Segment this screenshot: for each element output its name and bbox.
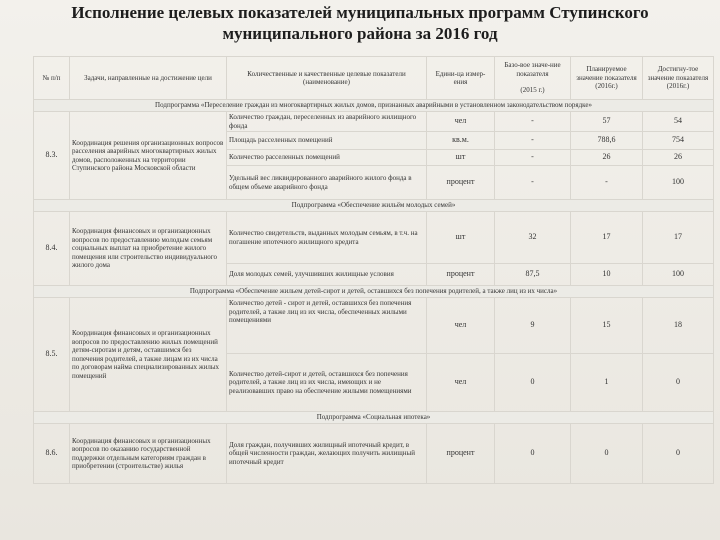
header-row [34,57,714,100]
indicator-cell: Доля молодых семей, улучшивших жилищные условия [227,264,427,286]
title-line-2: муниципального района за 2016 год [222,24,498,43]
section-8-5 [34,286,714,412]
indicator-cell: Количество расселенных помещений [227,150,427,166]
indicator-cell: Площадь расселенных помещений [227,132,427,150]
subprogram-title: Подпрограмма «Обеспечение жильем детей-сирот и детей, оставшихся без попечения родителей, а также лиц из их числа» [34,286,714,298]
unit-cell: процент [427,166,495,200]
indicator-cell: Количество детей - сирот и детей, оставшихся без попечения родителей, а также лиц из их числа, обеспеченных жилыми помещениями [227,298,427,354]
header-base-label: Базо-вое значе-ние показателя [504,61,561,78]
header-unit: Едини-ца измер-ения [427,57,495,100]
table-row [34,212,714,264]
achieved-value-cell: 0 [643,424,714,484]
indicator-cell: Количество детей-сирот и детей, оставшихся без попечения родителей, а также лиц из их числа, имеющих и не реализовавших право на обеспечение жилыми помещениями [227,354,427,412]
row-number: 8.6. [34,424,70,484]
unit-cell: чел [427,112,495,132]
task-cell: Координация финансовых и организационных вопросов по предоставлению жилых помещений детям-сиротам и детям, оставшимся без попечения родителей, а также лицам из их числа по договорам найма специализированных жилых помещений [70,298,227,412]
planned-value-cell: 1 [571,354,643,412]
title-line-1: Исполнение целевых показателей муниципальных программ Ступинского [71,3,649,22]
base-value-cell: 0 [495,354,571,412]
achieved-value-cell: 100 [643,166,714,200]
base-value-cell: - [495,166,571,200]
unit-cell: процент [427,424,495,484]
task-cell: Координация финансовых и организационных вопросов по оказанию государственной поддержки отдельным категориям граждан в приобретении (строительстве) жилья [70,424,227,484]
unit-cell: шт [427,150,495,166]
subprogram-title: Подпрограмма «Переселение граждан из многоквартирных жилых домов, признанных аварийными в установленном законодательством порядке» [34,100,714,112]
achieved-value-cell: 54 [643,112,714,132]
subprogram-row [34,100,714,112]
header-achieved: Достигну-тое значение показателя (2016г.) [643,57,714,100]
unit-cell: чел [427,354,495,412]
indicator-cell: Количество свидетельств, выданных молодым семьям, в т.ч. на погашение ипотечного жилищного кредита [227,212,427,264]
planned-value-cell: 15 [571,298,643,354]
header-planned: Планируемое значение показателя (2016г.) [571,57,643,100]
indicator-cell: Доля граждан, получивших жилищный ипотечный кредит, в общей численности граждан, желающих получить жилищный ипотечный кредит [227,424,427,484]
base-value-cell: - [495,132,571,150]
header-base [495,57,571,100]
indicator-cell: Количество граждан, переселенных из аварийного жилищного фонда [227,112,427,132]
base-value-cell: - [495,112,571,132]
header-num: № п/п [34,57,70,100]
unit-cell: процент [427,264,495,286]
task-cell: Координация финансовых и организационных вопросов по предоставлению молодым семьям социальных выплат на приобретение жилого помещения или строительство индивидуального жилого дома [70,212,227,286]
planned-value-cell: 57 [571,112,643,132]
achieved-value-cell: 100 [643,264,714,286]
row-number: 8.3. [34,112,70,200]
table-row [34,424,714,484]
planned-value-cell: 26 [571,150,643,166]
base-value-cell: 87,5 [495,264,571,286]
base-value-cell: 0 [495,424,571,484]
planned-value-cell: - [571,166,643,200]
subprogram-row [34,412,714,424]
indicator-cell: Удельный вес ликвидированного аварийного жилого фонда в общем объеме аварийного фонда [227,166,427,200]
unit-cell: шт [427,212,495,264]
planned-value-cell: 0 [571,424,643,484]
subprogram-title: Подпрограмма «Обеспечение жильём молодых семей» [34,200,714,212]
achieved-value-cell: 754 [643,132,714,150]
base-value-cell: 32 [495,212,571,264]
indicators-table [33,56,714,484]
base-value-cell: - [495,150,571,166]
subprogram-row [34,286,714,298]
unit-cell: чел [427,298,495,354]
section-8-3 [34,100,714,200]
base-value-cell: 9 [495,298,571,354]
achieved-value-cell: 17 [643,212,714,264]
planned-value-cell: 788,6 [571,132,643,150]
planned-value-cell: 10 [571,264,643,286]
subprogram-row [34,200,714,212]
table-row [34,298,714,354]
table-row [34,112,714,132]
section-8-6 [34,412,714,484]
achieved-value-cell: 18 [643,298,714,354]
row-number: 8.5. [34,298,70,412]
page-title [0,2,720,44]
unit-cell: кв.м. [427,132,495,150]
achieved-value-cell: 0 [643,354,714,412]
row-number: 8.4. [34,212,70,286]
header-tasks: Задачи, направленные на достижение цели [70,57,227,100]
header-indicators: Количественные и качественные целевые показатели (наименование) [227,57,427,100]
task-cell: Координация решения организационных вопросов расселения аварийных многоквартирных жилых домов, расположенных на территории Ступинского района Московской области [70,112,227,200]
achieved-value-cell: 26 [643,150,714,166]
header-base-year: (2015 г.) [520,86,545,95]
planned-value-cell: 17 [571,212,643,264]
subprogram-title: Подпрограмма «Социальная ипотека» [34,412,714,424]
section-8-4 [34,200,714,286]
